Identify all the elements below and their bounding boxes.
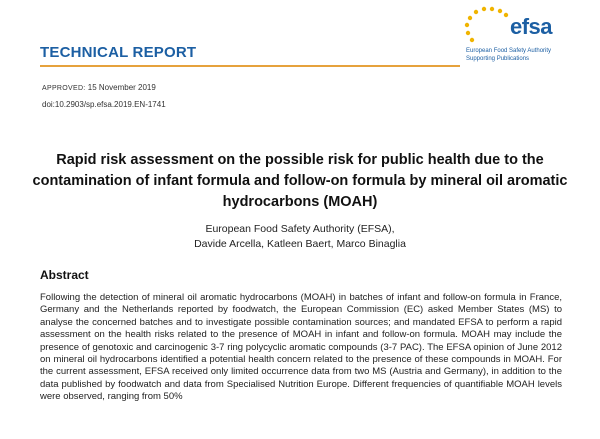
- logo-publication-type: Supporting Publications: [466, 56, 530, 62]
- logo-subtitle: European Food Safety Authority: [466, 48, 552, 54]
- abstract-heading: Abstract: [40, 268, 89, 282]
- document-title: Rapid risk assessment on the possible risk for public health due to the contamination of infant formula and follow-on formula by mineral oil aromatic hydrocarbons (MOAH): [32, 152, 568, 210]
- efsa-logo: [458, 6, 578, 66]
- author-names: Davide Arcella, Katleen Baert, Marco Binaglia: [194, 238, 406, 250]
- star-circle-icon: [458, 6, 518, 48]
- approved-date: 15 November 2019: [87, 83, 156, 92]
- logo-wordmark: efsa: [510, 14, 553, 39]
- abstract-text: Following the detection of mineral oil aromatic hydrocarbons (MOAH) in batches of infant and follow-on formula in France, Germany and the Netherlands reported by foodwatch, the European Commission (EC) asked Member States (MS) to analyse the concerned batches and to investigate possible contamination sources; and mandated EFSA to perform a rapid assessment on the health risks related to the presence of MOAH in infant and follow-on formula. MOAH may include the presence of genotoxic and carcinogenic 3-7 ring polycyclic aromatic compounds (3-7 PAC). The EFSA opinion of June 2012 on mineral oil hydrocarbons identified a potential health concern related to the presence of these compounds in MOAH. For the current assessment, EFSA received only limited occurrence data from two MS (Austria and Germany), in addition to the data published by foodwatch and data from Specialised Nutrition Europe. Different frequencies of quantifiable MOAH levels were observed, ranging from 50%: [40, 292, 562, 403]
- author-block: [60, 222, 540, 252]
- report-type-label: TECHNICAL REPORT: [40, 44, 197, 61]
- header-divider: [40, 65, 460, 67]
- author-organisation: European Food Safety Authority (EFSA),: [205, 223, 395, 235]
- approved-label: APPROVED:: [42, 85, 86, 92]
- approval-line: [42, 83, 156, 92]
- doi-reference: doi:10.2903/sp.efsa.2019.EN-1741: [42, 100, 166, 109]
